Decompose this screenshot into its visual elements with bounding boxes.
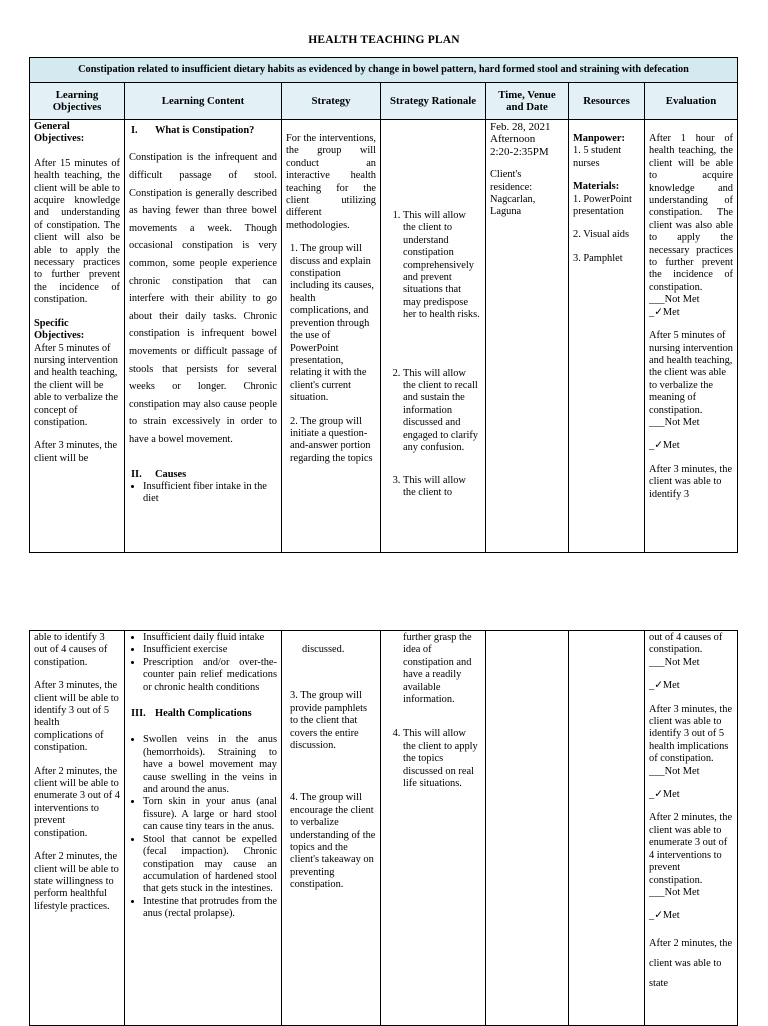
complication-item: • Stool that cannot be expelled (fecal impaction). Chronic constipation may cause an accumulation of hardened stool that gets stuck in the intestines. (143, 834, 277, 896)
header-strategy-rationale: Strategy Rationale (381, 83, 486, 120)
teaching-period: Afternoon (490, 133, 536, 146)
resources-cell (569, 631, 645, 1026)
specific-objectives-label: Specific Objectives: (34, 317, 85, 342)
section-2-heading: II. Causes (131, 468, 187, 480)
evaluation-not-met: ___Not Met (649, 416, 700, 428)
nursing-diagnosis-banner: Constipation related to insufficient dietary habits as evidenced by change in bowel pattern, hard formed stool and straining with defecation (30, 58, 738, 83)
evaluation-met: _✓Met (649, 440, 680, 452)
evaluation-3: After 3 minutes, the client was able to identify 3 out of 5 health implications of constipation. (649, 703, 733, 765)
specific-objective-2-start: After 3 minutes, the client will be (34, 440, 118, 464)
header-resources: Resources (569, 83, 645, 120)
material-3: 3. Pamphlet (573, 252, 623, 264)
evaluation-not-met: ___Not Met (649, 765, 700, 777)
evaluation-2-start: After 3 minutes, the client was able to identify 3 (649, 463, 733, 500)
teaching-plan-table-page1 (29, 57, 738, 553)
header-learning-objectives: Learning Objectives (30, 83, 125, 120)
evaluation-4: After 2 minutes, the client was able to enumerate 3 out of 4 interventions to prevent constipation. (649, 812, 733, 886)
evaluation-cell (645, 631, 738, 1026)
strategy-cell (282, 120, 381, 553)
teaching-date: Feb. 28, 2021 (490, 121, 551, 133)
rationale-item-4: 4. This will allow the client to apply the topics discussed on real life situations. (403, 728, 481, 790)
strategy-item-2: 2. The group will initiate a question-and-answer portion regarding the topics (290, 415, 373, 464)
cause-item: • Prescription and/or over-the-counter pain relief medications or chronic health conditions (143, 657, 277, 694)
material-2: 2. Visual aids (573, 229, 630, 241)
cause-item: • Insufficient exercise (143, 644, 277, 656)
evaluation-continued: out of 4 causes of constipation. (649, 632, 723, 656)
resources-cell (569, 120, 645, 553)
header-evaluation: Evaluation (645, 83, 738, 120)
evaluation-met: _✓Met (649, 910, 680, 922)
strategy-item-1: 1. The group will discuss and explain constipation including its causes, health complications, and prevention through the use of PowerPoint presentation, relating it with the client's current situation. (290, 243, 374, 404)
materials-label: Materials: (573, 181, 620, 193)
evaluation-5-start: After 2 minutes, the client was able to state (649, 937, 733, 989)
evaluation-cell (645, 120, 738, 553)
objective-continued: able to identify 3 out of 4 causes of constipation. (34, 632, 108, 668)
header-learning-content: Learning Content (125, 83, 282, 120)
specific-objective-1: After 5 minutes of nursing intervention and health teaching, the client will be able to verbalize the concept of constipation. (34, 342, 118, 428)
content-cell (125, 631, 282, 1026)
strategy-continued: discussed. (302, 644, 345, 655)
rationale-item-1: 1. This will allow the client to understand constipation comprehensively and prevent situations that may predispose her to health risks. (403, 210, 481, 322)
specific-objective-4: After 2 minutes, the client will be able to enumerate 3 out of 4 interventions to prevent constipation. (34, 765, 120, 839)
evaluation-not-met: ___Not Met (649, 656, 700, 668)
specific-objective-3: After 3 minutes, the client will be able to identify 3 out of 5 health complications of constipation. (34, 680, 119, 754)
objectives-cell (30, 120, 125, 553)
evaluation-not-met: ___Not Met (649, 294, 700, 306)
time-venue-cell (486, 120, 569, 553)
material-1: 1. PowerPoint presentation (573, 193, 632, 218)
complication-item: • Swollen veins in the anus (hemorrhoids). Straining to have a bowel movement may cause swelling in the veins in and around the anus. (143, 734, 277, 796)
rationale-item-3-start: 3. This will allow the client to (403, 475, 481, 500)
evaluation-1: After 5 minutes of nursing intervention and health teaching, the client was able to verbalize the meaning of constipation. (649, 330, 733, 416)
evaluation-met: _✓Met (649, 680, 680, 692)
complication-item: • Intestine that protrudes from the anus (rectal prolapse). (143, 896, 277, 921)
document-title: HEALTH TEACHING PLAN (308, 34, 460, 46)
section-3-heading: III. Health Complications (131, 708, 252, 720)
strategy-cell (282, 631, 381, 1026)
section-1-heading: I. What is Constipation? (131, 125, 255, 136)
header-strategy: Strategy (282, 83, 381, 120)
general-objectives-text: After 15 minutes of health teaching, the client will be able to acquire knowledge and understanding of constipation. The client will also be able to apply the necessary practices to further prevent the incidence of constipation. (34, 157, 120, 306)
teaching-plan-table-page2 (29, 630, 738, 1026)
time-venue-cell (486, 631, 569, 1026)
strategy-intro: For the interventions, the group will conduct an interactive health teaching for the client utilizing different methodologies. (286, 133, 376, 231)
evaluation-met: _✓Met (649, 789, 680, 801)
general-objectives-label: General Objectives: (34, 121, 85, 145)
objectives-cell (30, 631, 125, 1026)
evaluation-met: _✓Met (649, 306, 680, 318)
rationale-cell (381, 120, 486, 553)
specific-objective-5: After 2 minutes, the client will be able to state willingness to perform healthful lifestyle practices. (34, 851, 119, 912)
evaluation-general: After 1 hour of health teaching, the client will be able to acquire knowledge and understanding of constipation. The client was also able to apply the necessary practices to further prevent the incidence of constipation. (649, 133, 733, 293)
rationale-cell (381, 631, 486, 1026)
teaching-hours: 2:20-2:35PM (490, 145, 549, 158)
complication-item: • Torn skin in your anus (anal fissure). A large or hard stool can cause tiny tears in the anus. (143, 796, 277, 833)
strategy-item-4: 4. The group will encourage the client to verbalize understanding of the topics and the client's takeaway on preventing constipation. (290, 792, 376, 891)
strategy-item-3: 3. The group will provide pamphlets to the client that covers the entire discussion. (290, 690, 368, 752)
content-cell (125, 120, 282, 553)
manpower-label: Manpower: (573, 133, 625, 144)
manpower-text: 1. 5 student nurses (573, 145, 622, 169)
cause-item: • Insufficient daily fluid intake (143, 632, 277, 644)
cause-item: • Insufficient fiber intake in the diet (143, 481, 277, 506)
header-time-venue-date: Time, Venue and Date (486, 83, 569, 120)
section-1-text: Constipation is the infrequent and difficult passage of stool. Constipation is generally described as having fewer than three bowel movements a week. Though occasional constipation is very common, some people experience chronic constipation that can interfere with their ability to go about their daily tasks. Chronic constipation is infrequent bowel movements or difficult passage of stools that persists for several weeks or longer. Chronic constipation may also cause people to strain excessively in order to have a bowel movement. (129, 152, 277, 445)
rationale-continued: further grasp the idea of constipation and have a readily available information. (403, 632, 472, 706)
teaching-venue: Client's residence: Nagcarlan, Laguna (490, 169, 536, 218)
evaluation-not-met: ___Not Met (649, 886, 700, 898)
rationale-item-2: 2. This will allow the client to recall and sustain the information discussed and engaged to clarify any confusion. (403, 368, 481, 455)
